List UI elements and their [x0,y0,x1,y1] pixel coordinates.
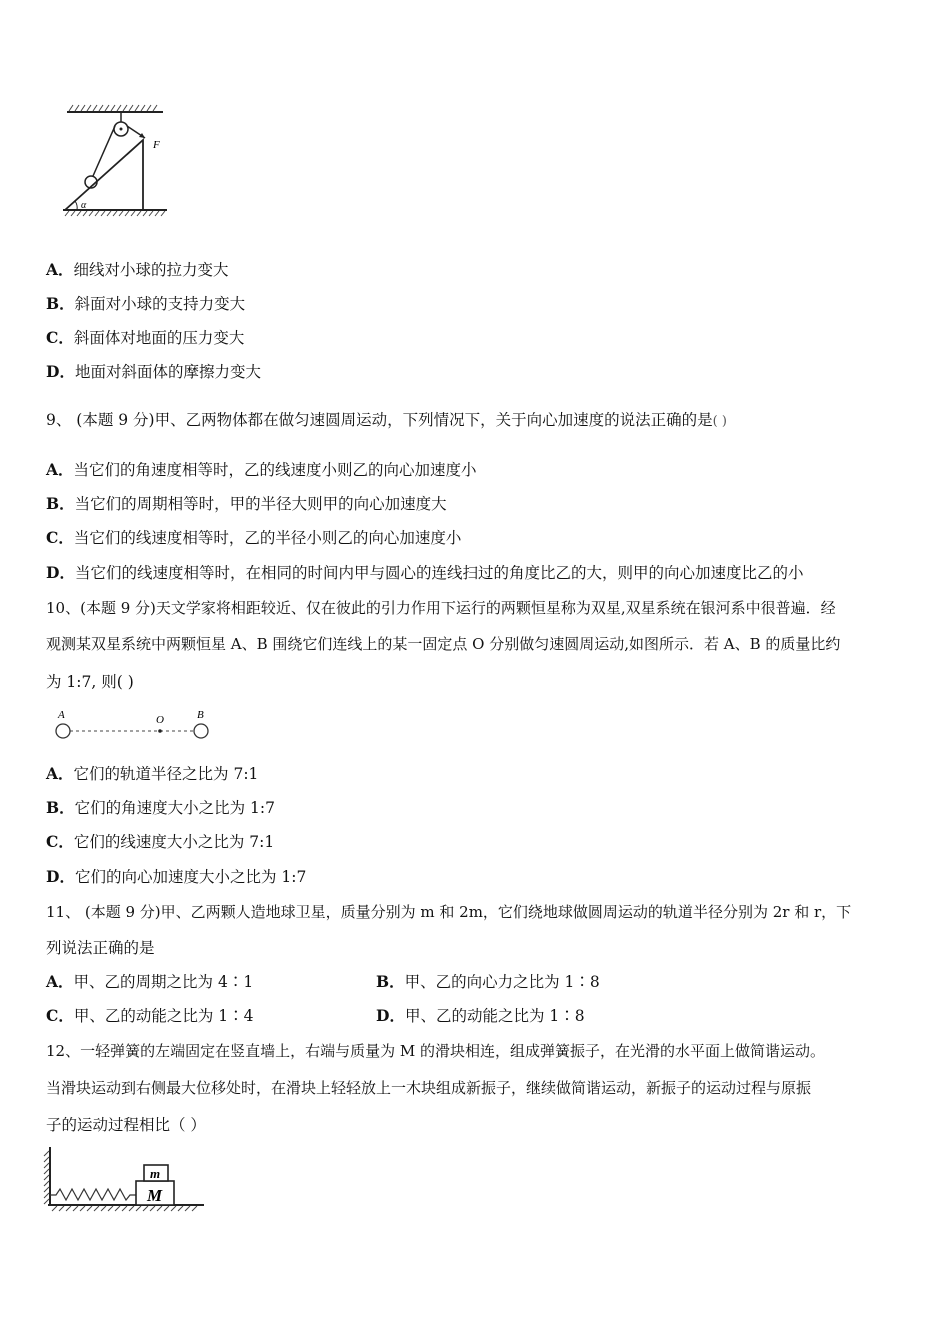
center-o-label: O [156,714,164,726]
q10-option-b: B．它们的角速度大小之比为 1:7 [46,798,275,817]
q12-stem-line2: 当滑块运动到右侧最大位移处时，在滑块上轻轻放上一木块组成新振子，继续做简谐运动，新振子的运动过程与原振 [46,1079,812,1097]
big-block-label: M [147,1186,163,1205]
q11-stem-line2: 列说法正确的是 [46,939,155,957]
q9-option-b: B．当它们的周期相等时，甲的半径大则甲的向心加速度大 [46,494,447,513]
q10-option-d: D．它们的向心加速度大小之比为 1:7 [46,867,307,886]
star-a-label: A [58,709,65,721]
q9-option-d: D．当它们的线速度相等时，在相同的时间内甲与圆心的连线扫过的角度比乙的大，则甲的向心加速度比乙的小 [46,563,804,582]
q11-stem-line1: 11、 (本题 9 分)甲、乙两颗人造地球卫星，质量分别为 m 和 2m，它们绕地球做圆周运动的轨道半径分别为 2r 和 r，下 [46,903,852,921]
small-block-label: m [150,1166,161,1181]
force-label: F [153,139,160,151]
q8-option-c: C．斜面体对地面的压力变大 [46,328,245,347]
angle-label: α [81,200,87,211]
spring-oscillator-figure [40,1143,210,1217]
star-b-label: B [197,709,204,721]
incline-pulley-figure [55,100,175,220]
binary-star-figure [50,706,220,742]
q11-option-c: C．甲、乙的动能之比为 1∶4 [46,1006,254,1025]
q8-option-a: A．细线对小球的拉力变大 [46,260,229,279]
q10-stem-line3: 为 1:7, 则( ) [46,673,134,691]
q8-option-b: B．斜面对小球的支持力变大 [46,294,246,313]
q9-stem: 9、 (本题 9 分)甲、乙两物体都在做匀速圆周运动，下列情况下，关于向心加速度的说法正确的是( ) [46,411,727,429]
q10-stem-line2: 观测某双星系统中两颗恒星 A、B 围绕它们连线上的某一固定点 O 分别做匀速圆周运动,如图所示．若 A、B 的质量比约 [46,635,841,653]
q9-option-a: A．当它们的角速度相等时，乙的线速度小则乙的向心加速度小 [46,460,477,479]
q10-option-a: A．它们的轨道半径之比为 7:1 [46,764,259,783]
q12-stem-line3: 子的运动过程相比（ ） [46,1116,206,1134]
q11-option-b: B．甲、乙的向心力之比为 1∶8 [376,972,600,991]
q8-option-d: D．地面对斜面体的摩擦力变大 [46,362,261,381]
q11-option-d: D．甲、乙的动能之比为 1∶8 [376,1006,585,1025]
q11-option-a: A．甲、乙的周期之比为 4∶1 [46,972,254,991]
q10-stem-line1: 10、(本题 9 分)天文学家将相距较近、仅在彼此的引力作用下运行的两颗恒星称为双星,双星系统在银河系中很普遍．经 [46,599,836,617]
q12-stem-line1: 12、一轻弹簧的左端固定在竖直墙上，右端与质量为 M 的滑块相连，组成弹簧振子，在光滑的水平面上做简谐运动。 [46,1042,825,1060]
q9-option-c: C．当它们的线速度相等时，乙的半径小则乙的向心加速度小 [46,528,462,547]
q10-option-c: C．它们的线速度大小之比为 7:1 [46,832,275,851]
